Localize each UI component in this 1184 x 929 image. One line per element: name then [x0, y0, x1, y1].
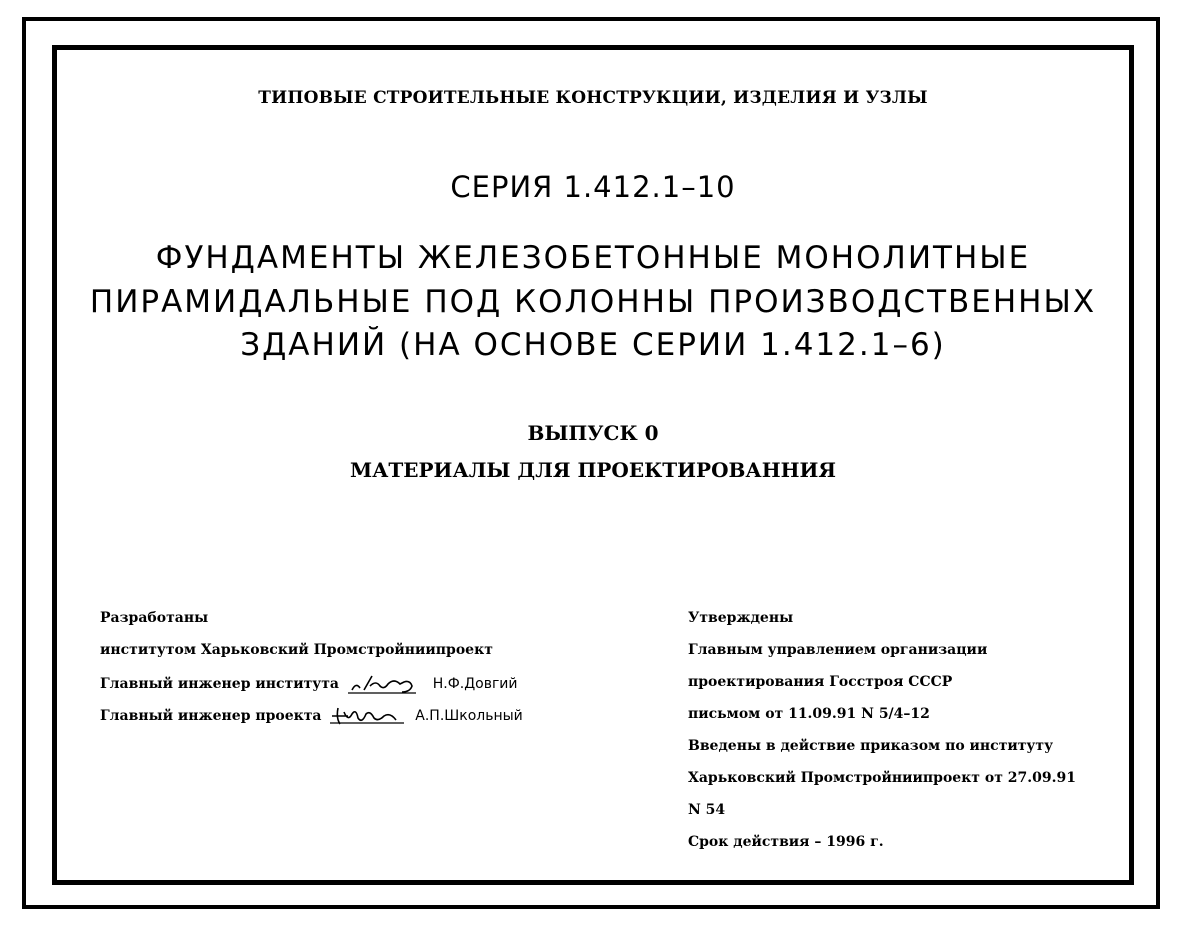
project-engineer-name: А.П.Школьный: [415, 708, 523, 724]
series-number: СЕРИЯ 1.412.1–10: [450, 170, 736, 204]
approved-line-3: письмом от 11.09.91 N 5/4–12: [688, 706, 930, 722]
document-title-line-1: ФУНДАМЕНТЫ ЖЕЛЕЗОБЕТОННЫЕ МОНОЛИТНЫЕ: [155, 240, 1031, 276]
approved-line-1: Главным управлением организации: [688, 642, 988, 658]
chief-engineer-signature: [346, 672, 426, 694]
approved-line-6: N 54: [688, 802, 726, 818]
chief-engineer-row: [100, 672, 523, 704]
approved-block: [688, 608, 1076, 864]
project-engineer-row: [100, 704, 523, 736]
developed-institute: институтом Харьковский Промстройниипроект: [100, 642, 493, 658]
developed-block: [100, 608, 523, 736]
approved-heading: Утверждены: [688, 610, 794, 626]
approved-line-5: Харьковский Промстройниипроект от 27.09.91: [688, 770, 1076, 786]
project-engineer-label: Главный инженер проекта: [100, 708, 322, 724]
developed-heading: Разработаны: [100, 610, 209, 626]
chief-engineer-name: Н.Ф.Довгий: [432, 676, 518, 692]
project-engineer-signature: [328, 704, 408, 726]
issue-subtitle: МАТЕРИАЛЫ ДЛЯ ПРОЕКТИРОВАННИЯ: [349, 458, 837, 482]
document-title-line-2: ПИРАМИДАЛЬНЫЕ ПОД КОЛОННЫ ПРОИЗВОДСТВЕННЫХ: [89, 284, 1097, 320]
approved-line-7: Срок действия – 1996 г.: [688, 834, 884, 850]
approved-line-4: Введены в действие приказом по институту: [688, 738, 1054, 754]
document-header: ТИПОВЫЕ СТРОИТЕЛЬНЫЕ КОНСТРУКЦИИ, ИЗДЕЛИЯ И УЗЛЫ: [258, 88, 928, 108]
document-title-line-3: ЗДАНИЙ (НА ОСНОВЕ СЕРИИ 1.412.1–6): [240, 327, 946, 363]
approved-line-2: проектирования Госстроя СССР: [688, 674, 953, 690]
issue-number: ВЫПУСК 0: [527, 421, 659, 445]
chief-engineer-label: Главный инженер института: [100, 676, 339, 692]
